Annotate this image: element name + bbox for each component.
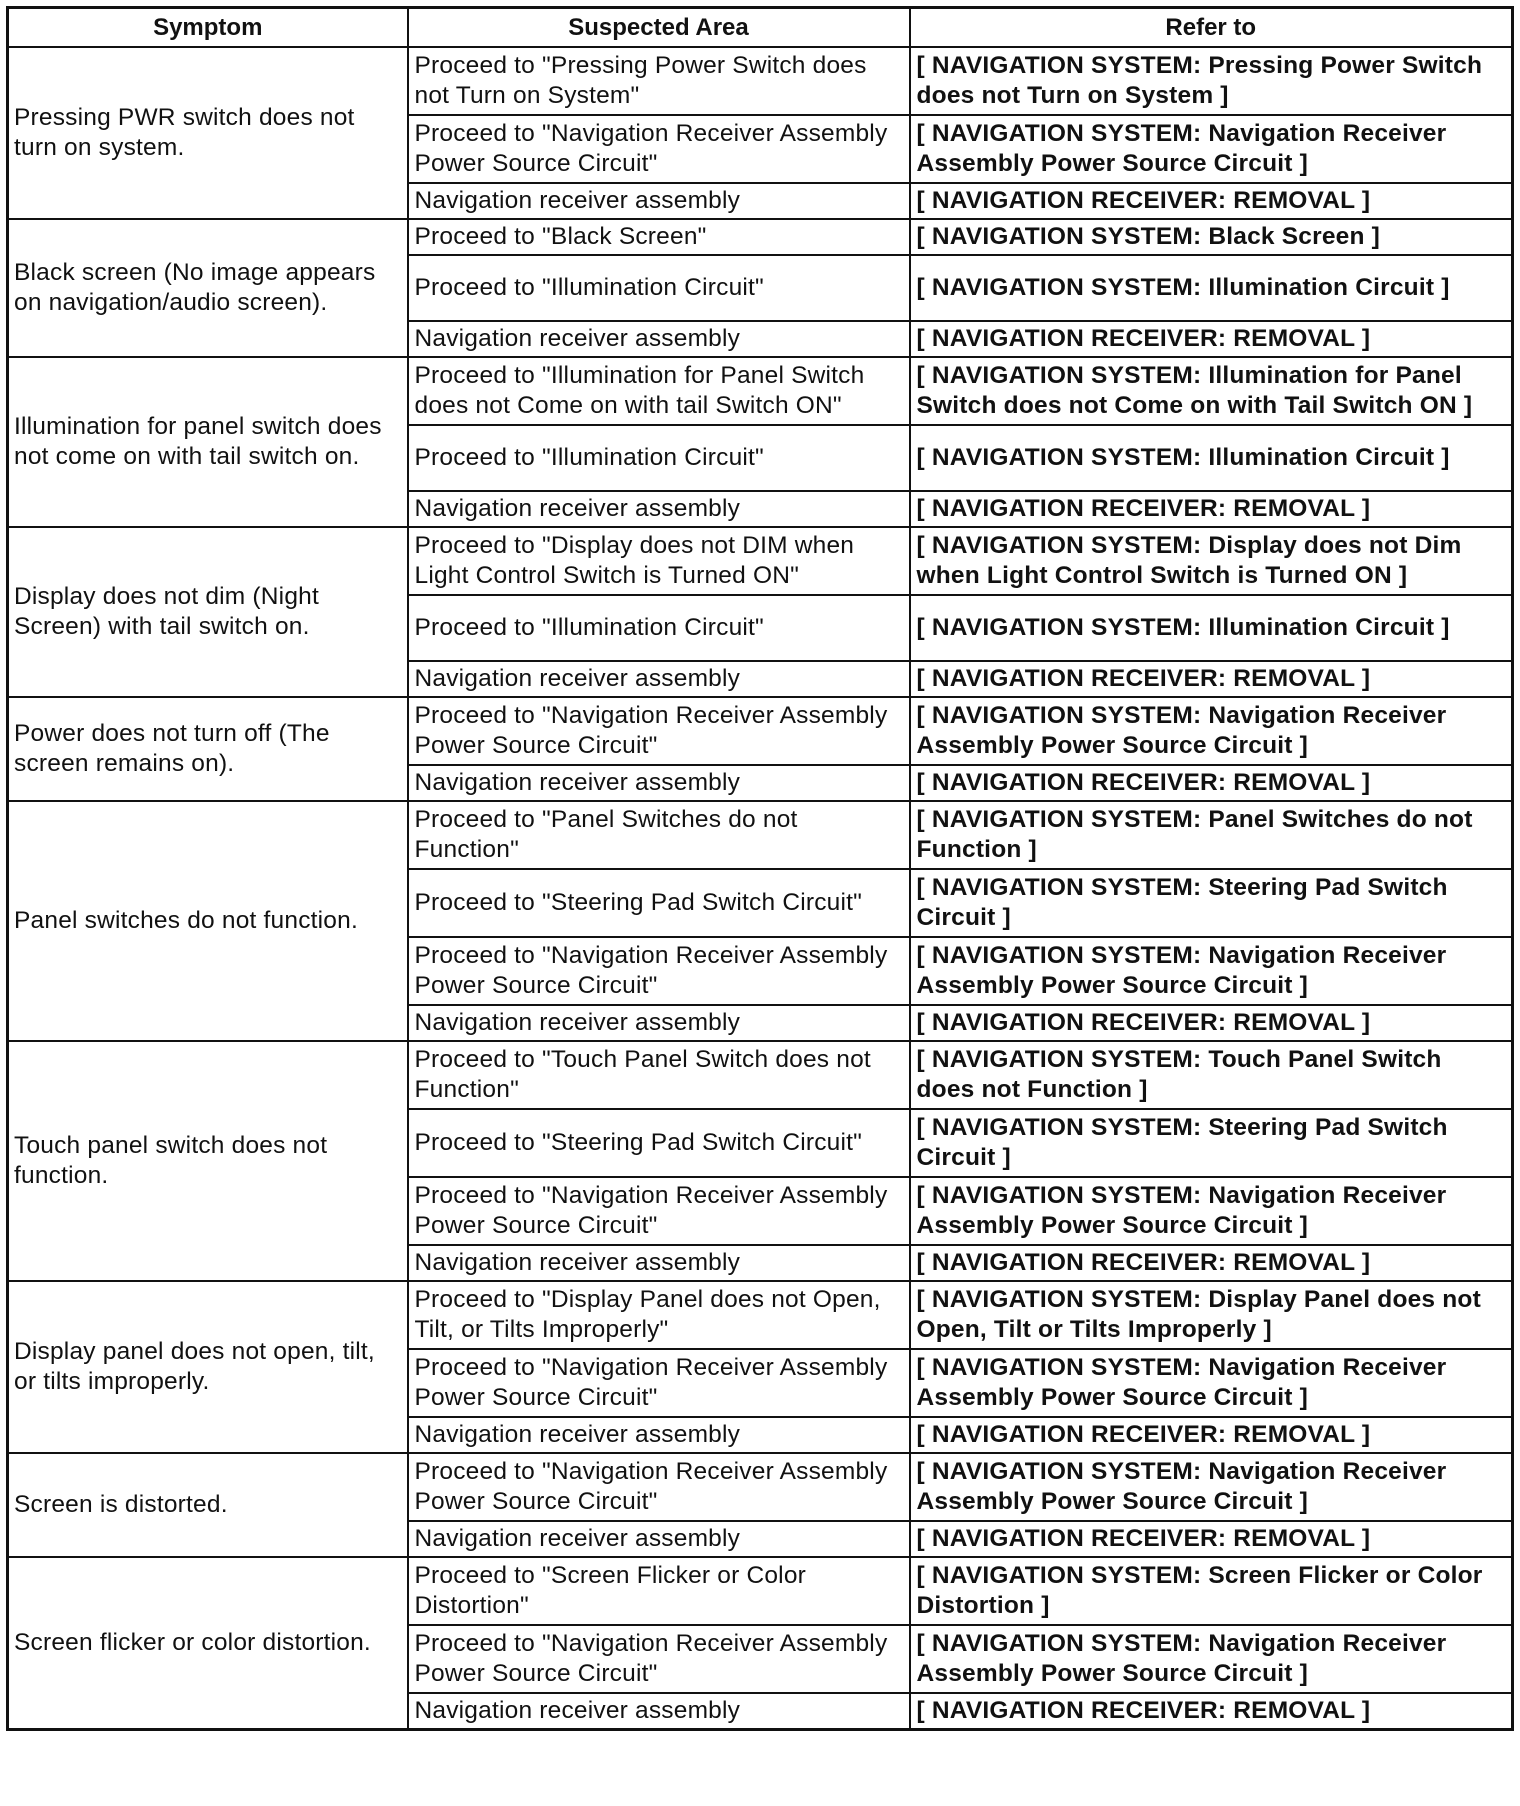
troubleshooting-table-container [6, 6, 1511, 1731]
suspected-area-cell: Navigation receiver assembly [408, 1005, 910, 1041]
refer-to-cell: [ NAVIGATION RECEIVER: REMOVAL ] [910, 183, 1513, 219]
suspected-area-cell: Proceed to "Screen Flicker or Color Distortion" [408, 1557, 910, 1625]
refer-to-cell: [ NAVIGATION RECEIVER: REMOVAL ] [910, 1693, 1513, 1730]
refer-to-cell: [ NAVIGATION SYSTEM: Illumination Circuit ] [910, 255, 1513, 321]
refer-to-cell: [ NAVIGATION RECEIVER: REMOVAL ] [910, 765, 1513, 801]
table-row [8, 219, 1513, 255]
suspected-area-cell: Proceed to "Display does not DIM when Light Control Switch is Turned ON" [408, 527, 910, 595]
refer-to-cell: [ NAVIGATION SYSTEM: Touch Panel Switch does not Function ] [910, 1041, 1513, 1109]
table-header-row [8, 8, 1513, 48]
symptom-cell: Black screen (No image appears on navigation/audio screen). [8, 219, 408, 357]
table-row [8, 1281, 1513, 1349]
suspected-area-cell: Navigation receiver assembly [408, 1245, 910, 1281]
refer-to-cell: [ NAVIGATION SYSTEM: Display Panel does not Open, Tilt or Tilts Improperly ] [910, 1281, 1513, 1349]
refer-to-cell: [ NAVIGATION SYSTEM: Navigation Receiver Assembly Power Source Circuit ] [910, 1349, 1513, 1417]
refer-to-cell: [ NAVIGATION RECEIVER: REMOVAL ] [910, 1245, 1513, 1281]
suspected-area-cell: Navigation receiver assembly [408, 1693, 910, 1730]
refer-to-cell: [ NAVIGATION RECEIVER: REMOVAL ] [910, 661, 1513, 697]
suspected-area-cell: Proceed to "Steering Pad Switch Circuit" [408, 869, 910, 937]
refer-to-cell: [ NAVIGATION RECEIVER: REMOVAL ] [910, 1521, 1513, 1557]
table-row [8, 357, 1513, 425]
symptom-cell: Display panel does not open, tilt, or tilts improperly. [8, 1281, 408, 1453]
header-suspected-area: Suspected Area [408, 8, 910, 48]
refer-to-cell: [ NAVIGATION SYSTEM: Steering Pad Switch Circuit ] [910, 1109, 1513, 1177]
table-row [8, 1557, 1513, 1625]
refer-to-cell: [ NAVIGATION RECEIVER: REMOVAL ] [910, 321, 1513, 357]
symptom-cell: Panel switches do not function. [8, 801, 408, 1041]
symptom-cell: Power does not turn off (The screen remains on). [8, 697, 408, 801]
suspected-area-cell: Proceed to "Illumination Circuit" [408, 255, 910, 321]
refer-to-cell: [ NAVIGATION RECEIVER: REMOVAL ] [910, 1005, 1513, 1041]
refer-to-cell: [ NAVIGATION SYSTEM: Illumination Circuit ] [910, 425, 1513, 491]
suspected-area-cell: Navigation receiver assembly [408, 765, 910, 801]
refer-to-cell: [ NAVIGATION SYSTEM: Navigation Receiver Assembly Power Source Circuit ] [910, 937, 1513, 1005]
header-symptom: Symptom [8, 8, 408, 48]
suspected-area-cell: Proceed to "Navigation Receiver Assembly Power Source Circuit" [408, 1453, 910, 1521]
suspected-area-cell: Navigation receiver assembly [408, 491, 910, 527]
suspected-area-cell: Proceed to "Black Screen" [408, 219, 910, 255]
refer-to-cell: [ NAVIGATION SYSTEM: Panel Switches do not Function ] [910, 801, 1513, 869]
symptom-cell: Screen is distorted. [8, 1453, 408, 1557]
suspected-area-cell: Proceed to "Navigation Receiver Assembly Power Source Circuit" [408, 937, 910, 1005]
troubleshooting-table [6, 6, 1514, 1731]
table-row [8, 697, 1513, 765]
suspected-area-cell: Proceed to "Touch Panel Switch does not Function" [408, 1041, 910, 1109]
symptom-cell: Display does not dim (Night Screen) with tail switch on. [8, 527, 408, 697]
refer-to-cell: [ NAVIGATION SYSTEM: Navigation Receiver Assembly Power Source Circuit ] [910, 115, 1513, 183]
table-row [8, 47, 1513, 115]
header-refer-to: Refer to [910, 8, 1513, 48]
suspected-area-cell: Proceed to "Illumination Circuit" [408, 425, 910, 491]
suspected-area-cell: Proceed to "Steering Pad Switch Circuit" [408, 1109, 910, 1177]
table-body [8, 47, 1513, 1730]
suspected-area-cell: Proceed to "Navigation Receiver Assembly Power Source Circuit" [408, 697, 910, 765]
suspected-area-cell: Navigation receiver assembly [408, 1521, 910, 1557]
refer-to-cell: [ NAVIGATION RECEIVER: REMOVAL ] [910, 491, 1513, 527]
suspected-area-cell: Proceed to "Pressing Power Switch does not Turn on System" [408, 47, 910, 115]
suspected-area-cell: Navigation receiver assembly [408, 321, 910, 357]
suspected-area-cell: Proceed to "Navigation Receiver Assembly Power Source Circuit" [408, 1349, 910, 1417]
suspected-area-cell: Proceed to "Illumination Circuit" [408, 595, 910, 661]
table-row [8, 1041, 1513, 1109]
refer-to-cell: [ NAVIGATION SYSTEM: Navigation Receiver Assembly Power Source Circuit ] [910, 1453, 1513, 1521]
refer-to-cell: [ NAVIGATION SYSTEM: Screen Flicker or Color Distortion ] [910, 1557, 1513, 1625]
suspected-area-cell: Navigation receiver assembly [408, 661, 910, 697]
symptom-cell: Touch panel switch does not function. [8, 1041, 408, 1281]
suspected-area-cell: Proceed to "Illumination for Panel Switch does not Come on with tail Switch ON" [408, 357, 910, 425]
refer-to-cell: [ NAVIGATION SYSTEM: Navigation Receiver Assembly Power Source Circuit ] [910, 697, 1513, 765]
symptom-cell: Screen flicker or color distortion. [8, 1557, 408, 1730]
suspected-area-cell: Proceed to "Navigation Receiver Assembly Power Source Circuit" [408, 1177, 910, 1245]
table-row [8, 1453, 1513, 1521]
refer-to-cell: [ NAVIGATION RECEIVER: REMOVAL ] [910, 1417, 1513, 1453]
refer-to-cell: [ NAVIGATION SYSTEM: Black Screen ] [910, 219, 1513, 255]
suspected-area-cell: Navigation receiver assembly [408, 1417, 910, 1453]
table-row [8, 527, 1513, 595]
symptom-cell: Illumination for panel switch does not come on with tail switch on. [8, 357, 408, 527]
refer-to-cell: [ NAVIGATION SYSTEM: Display does not Dim when Light Control Switch is Turned ON ] [910, 527, 1513, 595]
refer-to-cell: [ NAVIGATION SYSTEM: Navigation Receiver Assembly Power Source Circuit ] [910, 1177, 1513, 1245]
suspected-area-cell: Proceed to "Display Panel does not Open, Tilt, or Tilts Improperly" [408, 1281, 910, 1349]
suspected-area-cell: Proceed to "Navigation Receiver Assembly Power Source Circuit" [408, 115, 910, 183]
refer-to-cell: [ NAVIGATION SYSTEM: Illumination Circuit ] [910, 595, 1513, 661]
refer-to-cell: [ NAVIGATION SYSTEM: Illumination for Panel Switch does not Come on with Tail Switch ON ] [910, 357, 1513, 425]
refer-to-cell: [ NAVIGATION SYSTEM: Pressing Power Switch does not Turn on System ] [910, 47, 1513, 115]
suspected-area-cell: Proceed to "Panel Switches do not Function" [408, 801, 910, 869]
symptom-cell: Pressing PWR switch does not turn on system. [8, 47, 408, 219]
table-row [8, 801, 1513, 869]
refer-to-cell: [ NAVIGATION SYSTEM: Steering Pad Switch Circuit ] [910, 869, 1513, 937]
suspected-area-cell: Navigation receiver assembly [408, 183, 910, 219]
refer-to-cell: [ NAVIGATION SYSTEM: Navigation Receiver Assembly Power Source Circuit ] [910, 1625, 1513, 1693]
suspected-area-cell: Proceed to "Navigation Receiver Assembly Power Source Circuit" [408, 1625, 910, 1693]
